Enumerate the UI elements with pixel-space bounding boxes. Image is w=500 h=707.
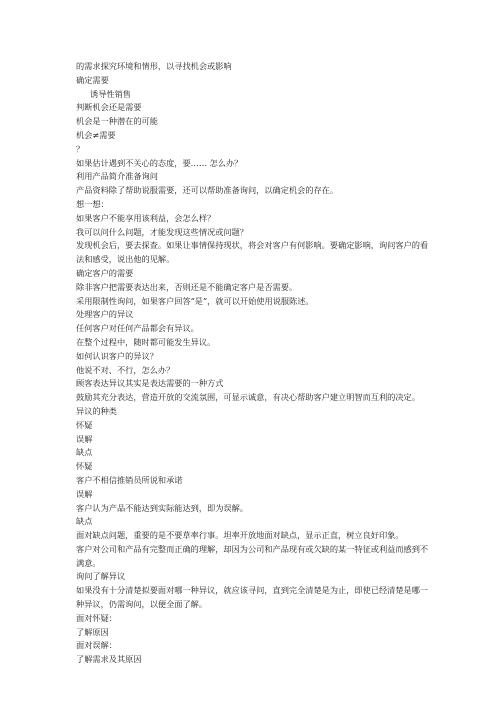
text-line: 了解需求及其原因: [76, 654, 142, 665]
text-line: 诱导性销售: [90, 88, 131, 99]
text-line: 如果客户不能享用该利益，会怎么样？: [76, 212, 216, 223]
text-line: 处理客户的异议: [76, 309, 134, 320]
text-line: 想一想：: [76, 198, 109, 209]
text-line: 客户不相信推销员所说和承诺: [76, 474, 183, 485]
text-line: 面对怀疑：: [76, 612, 117, 623]
text-paragraph: 发现机会后，要去探查。如果让事情保持现状，将会对客户有何影响。要确定影响，询问客户的看法和感受，说出他的见解。: [76, 240, 429, 265]
text-line: 采用限制性询问，如果客户回答“是”，就可以开始使用说服陈述。: [76, 295, 314, 306]
text-line: 面对缺点问题，重要的是不要草率行事。坦率开放地面对缺点，显示正直，树立良好印象。: [76, 530, 404, 541]
text-line: 怀疑: [76, 419, 93, 430]
text-line: 确定需要: [76, 74, 109, 85]
text-line: 机会≠需要: [76, 129, 116, 140]
text-line: 除非客户把需要表达出来，否则还是不能确定客户是否需要。: [76, 281, 298, 292]
text-line: 他说不对、不行，怎么办？: [76, 364, 175, 375]
text-line: 缺点: [76, 516, 93, 527]
text-line: 产品资料除了帮助说服需要，还可以帮助准备询问，以确定机会的存在。: [76, 185, 339, 196]
text-line: 缺点: [76, 447, 93, 458]
text-line: 怀疑: [76, 461, 93, 472]
text-line: 利用产品简介准备询问: [76, 171, 158, 182]
text-line: ？: [76, 143, 85, 154]
document-body: [76, 60, 436, 667]
text-line: 顾客表达异议其实是表达需要的一种方式: [76, 378, 224, 389]
text-line: 确定客户的需要: [76, 267, 134, 278]
text-line: 如果估计遇到不关心的态度，要…… 怎么办？: [76, 157, 243, 168]
text-paragraph: 客户对公司和产品有完整而正确的理解，却因为公司和产品现有或欠缺的某一特征或利益而感到不满意。: [76, 543, 429, 568]
text-line: 误解: [76, 433, 93, 444]
text-line: 异议的种类: [76, 405, 117, 416]
text-line: 我可以问什么问题，才能发现这些情况或问题？: [76, 226, 248, 237]
text-line: 在整个过程中，随时都可能发生异议。: [76, 336, 216, 347]
text-line: 任何客户对任何产品都会有异议。: [76, 323, 199, 334]
text-line: 客户认为产品不能达到实际能达到，即为误解。: [76, 502, 248, 513]
text-line: 如何认识客户的异议？: [76, 350, 158, 361]
text-line: 误解: [76, 488, 93, 499]
text-line: 机会是一种潜在的可能: [76, 116, 158, 127]
text-paragraph: 如果没有十分清楚拟要面对哪一种异议，就应该寻问，直到完全清楚是为止，即使已经清楚是哪一种异议，仍需询问，以便全面了解。: [76, 585, 429, 610]
text-line: 询问了解异议: [76, 571, 126, 582]
text-line: 判断机会还是需要: [76, 102, 142, 113]
text-line: 面对误解：: [76, 640, 117, 651]
text-line: 的需求探究环境和情形，以寻找机会或影响: [76, 61, 232, 71]
text-paragraph: 鼓励其充分表达，营造开放的交流氛围，可显示诚意，有决心帮助客户建立明智而互利的决定。: [76, 392, 420, 403]
text-line: 了解原因: [76, 626, 109, 637]
